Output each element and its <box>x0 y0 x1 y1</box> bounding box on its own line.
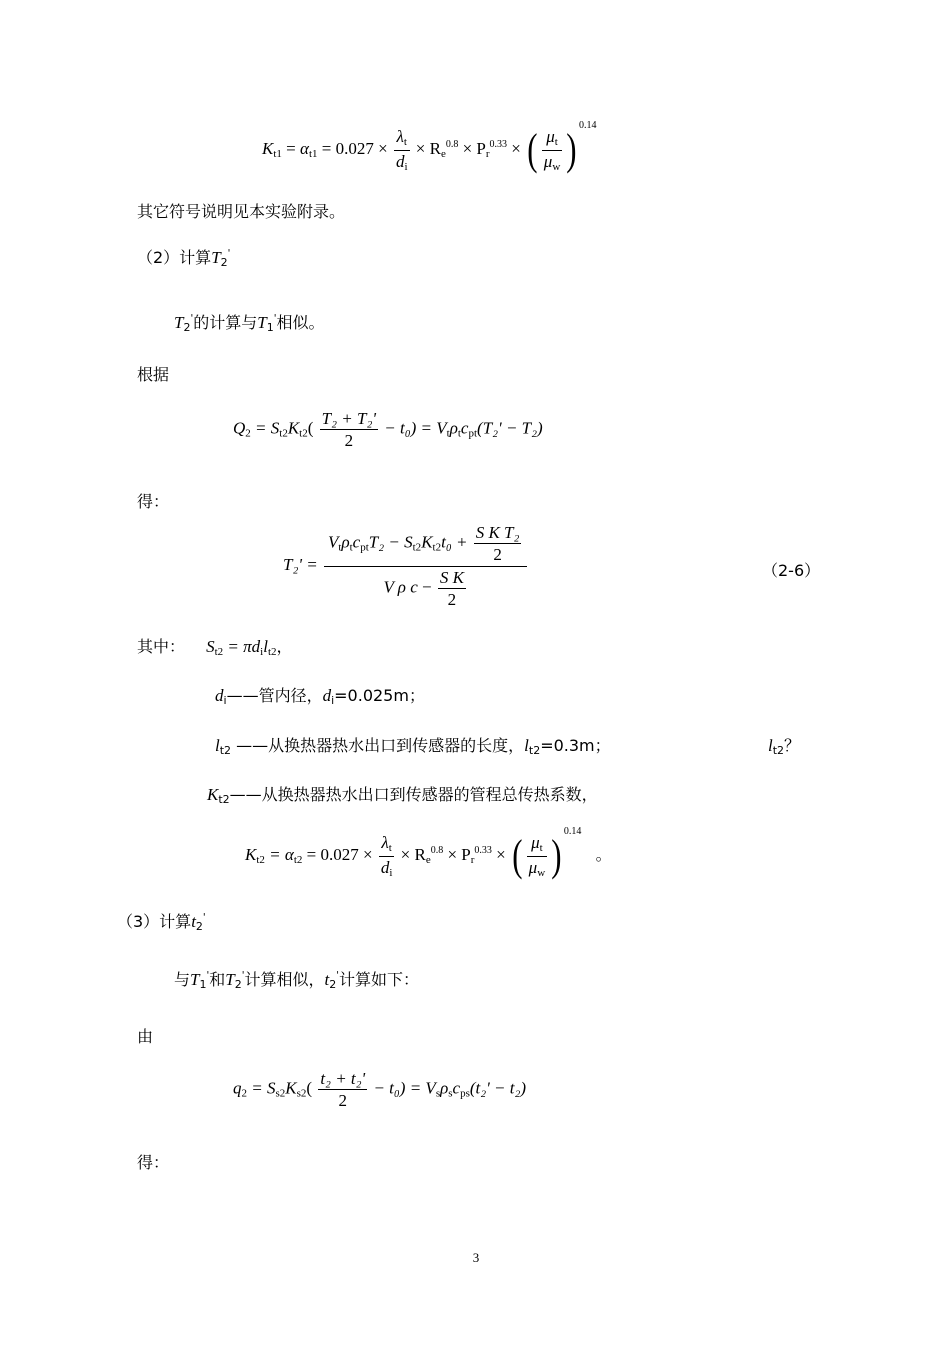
heading-compute-t2: （3）计算$t_2'$ <box>117 912 206 933</box>
page-number: 3 <box>472 1250 480 1265</box>
equation-2-6: T₂' = $V_t\rho_tc_{pt}T_2 - S_{t2}K_{t2}t_0$ + $\frac{\text{S K T₂}}{2}$ V ρ c − $\frac{\text{S K}}{2}$ <box>283 522 529 610</box>
text-get-1: 得： <box>137 492 170 511</box>
text-other-symbols: 其它符号说明见本实验附录。 <box>137 202 346 221</box>
equation-Q2: $Q_2 = S_{t2}K_{t2}$( $\frac{\text{T₂ + T₂'}}{2}$ − $t_0) = V_t\rho_tc_{pt}(T_2' - T_2)$ <box>233 409 543 451</box>
equation-q2: $q_2 = S_{s2}K_{s2}$( $\frac{\text{t₂ + t₂'}}{2}$ − $t_0) = V_s\rho_sc_{ps}(t_2' - t_2)$ <box>233 1069 527 1111</box>
text-get-2: 得： <box>137 1153 170 1172</box>
text-where: 其中： $S_{t2} = \pi d_il_{t2}$， <box>137 637 293 658</box>
note-lt2-question: $l_{t2}$？ <box>768 736 801 757</box>
definition-kt2: $K_{t2}——$从换热器热水出口到传感器的管程总传热系数， <box>207 785 598 806</box>
text-t2-compute: 与$T_1'$和$T_2'$计算相似，$t_2'$计算如下： <box>174 970 419 991</box>
definition-di: $d_i——$管内径，$d_i=0.025m$； <box>215 686 425 707</box>
text-basis: 根据 <box>137 365 170 384</box>
text-by: 由 <box>137 1027 154 1046</box>
heading-compute-T2: （2）计算$T_2'$ <box>137 248 231 269</box>
equation-number-2-6: （2-6） <box>762 561 821 580</box>
text-T2-similar: $T_2'$的计算与$T_1'$相似。 <box>174 313 325 334</box>
definition-lt2: $l_{t2}$ ——从换热器热水出口到传感器的长度，$l_{t2}=0.3m$； <box>215 736 611 757</box>
equation-kt1: $K_{t1} = \alpha_{t1} = 0.027$ × $\frac{\lambda_t}{d_i}$ × $R_e^{0.8} \times P_r^{0.33}$ × ( $\frac{\mu_t}{\mu_w}$ ) $^{0.14}$ <box>262 120 597 175</box>
equation-kt2: $K_{t2} = \alpha_{t2} = 0.027$ × $\frac{\lambda_t}{d_i}$ × $R_e^{0.8} \times P_r^{0.33}$ × ( $\frac{\mu_t}{\mu_w}$ ) $^{0.14}$ 。 <box>245 826 612 881</box>
